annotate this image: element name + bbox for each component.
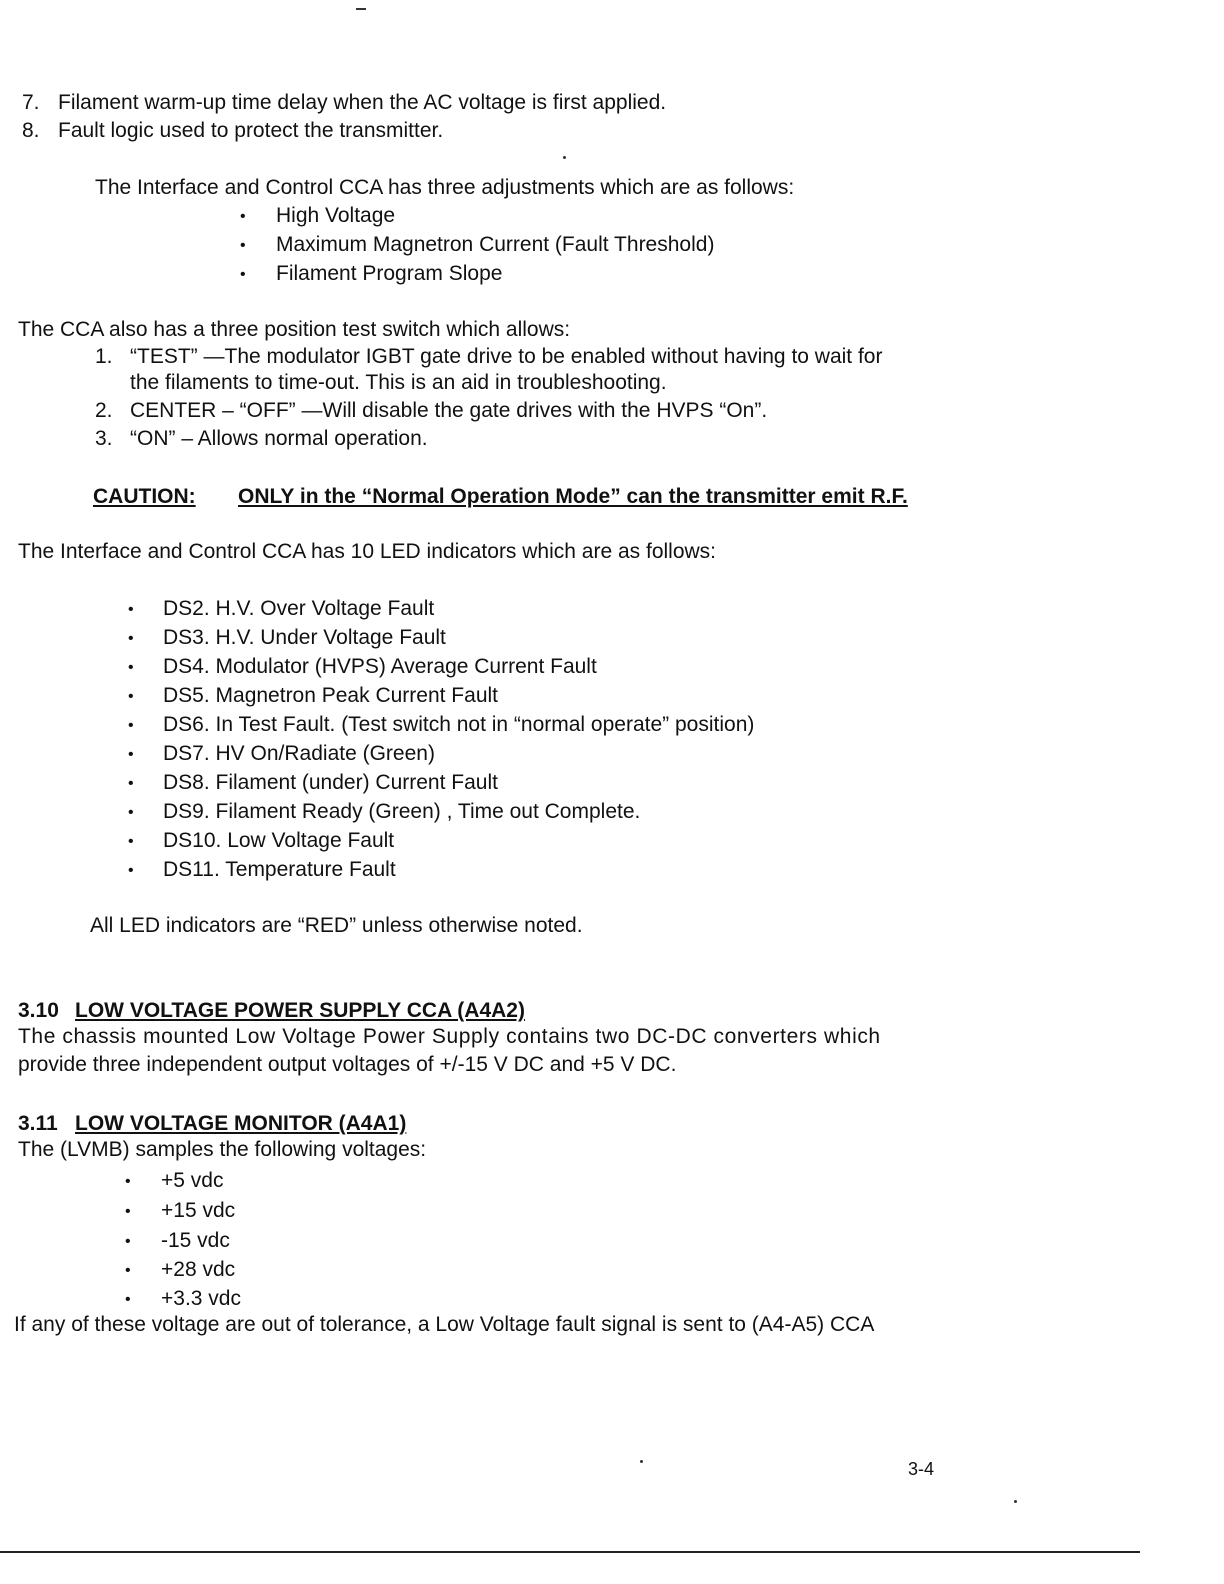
adjustment-item: Maximum Magnetron Current (Fault Threshold) bbox=[276, 233, 715, 256]
bullet-icon: • bbox=[125, 1262, 131, 1279]
page-number: 3-4 bbox=[908, 1459, 935, 1479]
led-item: DS4. Modulator (HVPS) Average Current Fault bbox=[163, 655, 597, 678]
bullet-icon: • bbox=[128, 630, 134, 647]
bullet-icon: • bbox=[240, 237, 246, 254]
bullet-icon: • bbox=[125, 1291, 131, 1308]
led-item: DS8. Filament (under) Current Fault bbox=[163, 771, 498, 794]
led-item: DS7. HV On/Radiate (Green) bbox=[163, 742, 435, 765]
test-switch-intro: The CCA also has a three position test switch which allows: bbox=[18, 318, 571, 341]
test-switch-item: “TEST” —The modulator IGBT gate drive to be enabled without having to wait for bbox=[130, 345, 883, 368]
list-item-text: Fault logic used to protect the transmitter. bbox=[58, 119, 444, 142]
caution-text: ONLY in the “Normal Operation Mode” can the transmitter emit R.F. bbox=[238, 485, 908, 508]
scan-artifact bbox=[563, 156, 566, 159]
voltage-item: +3.3 vdc bbox=[161, 1287, 241, 1310]
bullet-icon: • bbox=[125, 1173, 131, 1190]
bullet-icon: • bbox=[128, 659, 134, 676]
voltage-item: +5 vdc bbox=[161, 1169, 224, 1192]
bullet-icon: • bbox=[125, 1203, 131, 1220]
led-item: DS5. Magnetron Peak Current Fault bbox=[163, 684, 498, 707]
section-title: LOW VOLTAGE MONITOR (A4A1) bbox=[75, 1112, 407, 1135]
led-item: DS11. Temperature Fault bbox=[163, 858, 396, 881]
list-number: 8. bbox=[22, 119, 40, 142]
voltage-item: +28 vdc bbox=[161, 1258, 236, 1281]
list-number: 3. bbox=[95, 427, 113, 450]
caution-label: CAUTION: bbox=[93, 485, 196, 508]
section-310-line2: provide three independent output voltages of +/-15 V DC and +5 V DC. bbox=[18, 1053, 677, 1076]
adjustment-item: High Voltage bbox=[276, 204, 396, 227]
scan-artifact bbox=[640, 1460, 643, 1463]
bullet-icon: • bbox=[240, 266, 246, 283]
section-310-text: The chassis mounted Low Voltage Power Supply contains two DC-DC converters which bbox=[18, 1025, 881, 1048]
test-switch-item: “ON” – Allows normal operation. bbox=[130, 427, 428, 450]
bullet-icon: • bbox=[128, 688, 134, 705]
scan-artifact bbox=[1014, 1500, 1017, 1503]
bullet-icon: • bbox=[128, 717, 134, 734]
led-item: DS9. Filament Ready (Green) , Time out Complete. bbox=[163, 800, 641, 823]
bullet-icon: • bbox=[240, 208, 246, 225]
led-item: DS6. In Test Fault. (Test switch not in “normal operate” position) bbox=[163, 713, 755, 736]
section-311-intro: The (LVMB) samples the following voltages: bbox=[18, 1138, 427, 1161]
bullet-icon: • bbox=[128, 833, 134, 850]
bullet-icon: • bbox=[125, 1233, 131, 1250]
section-number: 3.11 bbox=[18, 1112, 58, 1135]
list-number: 2. bbox=[95, 399, 113, 422]
scan-artifact bbox=[356, 8, 366, 10]
led-item: DS2. H.V. Over Voltage Fault bbox=[163, 597, 435, 620]
section-310-line1 bbox=[18, 1024, 1014, 1050]
voltage-item: +15 vdc bbox=[161, 1199, 236, 1222]
bottom-rule bbox=[0, 1551, 1140, 1553]
voltage-item: -15 vdc bbox=[161, 1229, 230, 1252]
list-number: 7. bbox=[22, 91, 40, 114]
test-switch-item: CENTER – “OFF” —Will disable the gate drives with the HVPS “On”. bbox=[130, 399, 768, 422]
section-number: 3.10 bbox=[18, 999, 59, 1022]
section-311-closing: If any of these voltage are out of tolerance, a Low Voltage fault signal is sent to (A4-A5) CCA bbox=[14, 1313, 875, 1336]
led-item: DS3. H.V. Under Voltage Fault bbox=[163, 626, 446, 649]
bullet-icon: • bbox=[128, 775, 134, 792]
bullet-icon: • bbox=[128, 804, 134, 821]
list-item-text: Filament warm-up time delay when the AC voltage is first applied. bbox=[58, 91, 667, 114]
led-item: DS10. Low Voltage Fault bbox=[163, 829, 395, 852]
adjustments-intro: The Interface and Control CCA has three adjustments which are as follows: bbox=[95, 176, 795, 199]
adjustment-item: Filament Program Slope bbox=[276, 262, 503, 285]
bullet-icon: • bbox=[128, 746, 134, 763]
test-switch-item-cont: the filaments to time-out. This is an aid in troubleshooting. bbox=[130, 371, 667, 394]
bullet-icon: • bbox=[128, 862, 134, 879]
leds-intro: The Interface and Control CCA has 10 LED indicators which are as follows: bbox=[18, 540, 717, 563]
section-title: LOW VOLTAGE POWER SUPPLY CCA (A4A2) bbox=[75, 999, 525, 1022]
bullet-icon: • bbox=[128, 601, 134, 618]
list-number: 1. bbox=[95, 345, 113, 368]
leds-note: All LED indicators are “RED” unless otherwise noted. bbox=[90, 914, 583, 937]
